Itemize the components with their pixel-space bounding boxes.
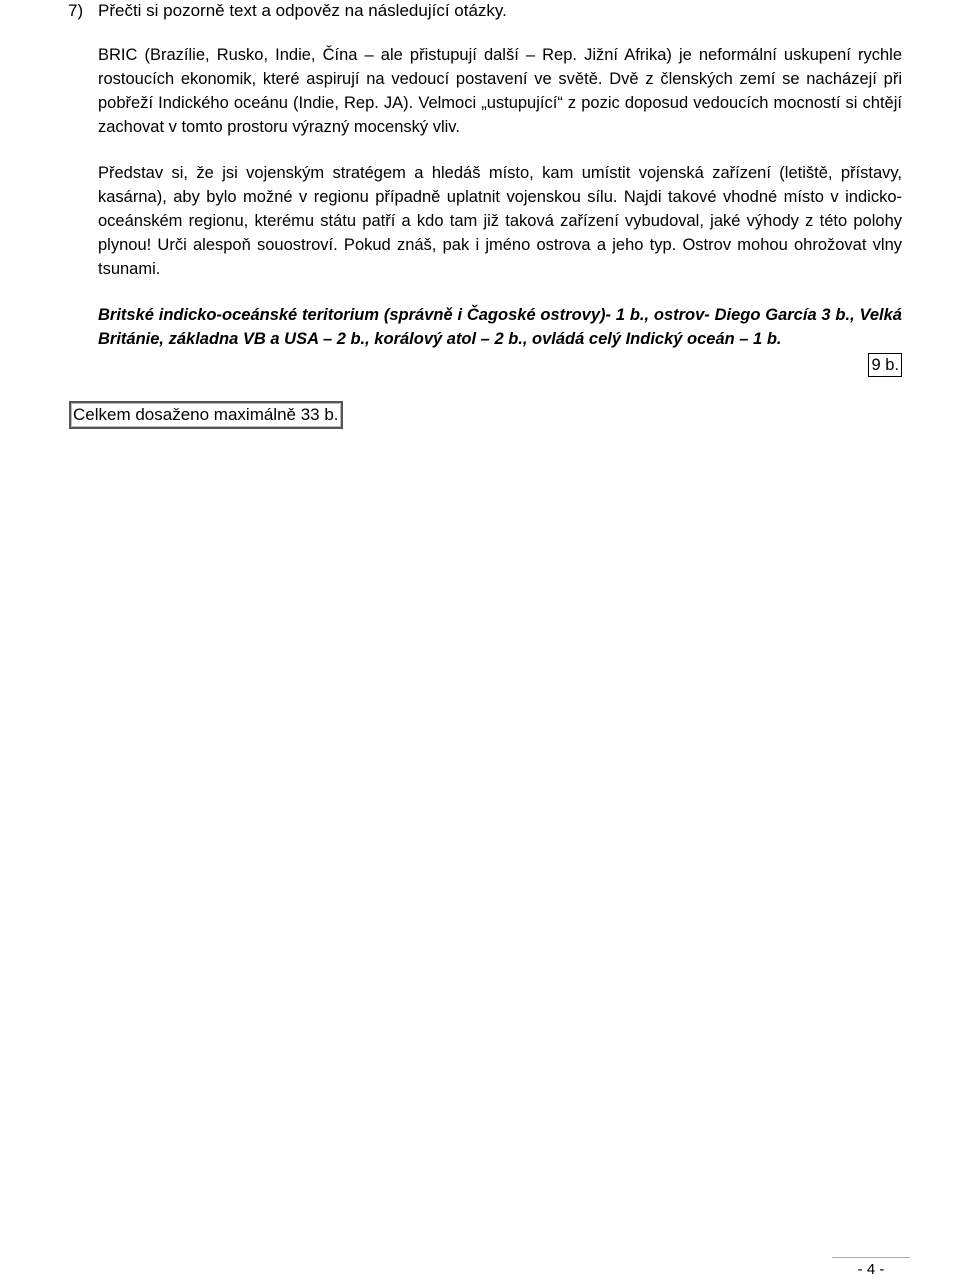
question-number: 7)	[68, 1, 84, 20]
paragraph-task: Představ si, že jsi vojenským stratégem a hledáš místo, kam umístit vojenská zařízení (letiště, přístavy, kasárna), aby bylo možné v regionu případně uplatnit vojenskou sílu. Najdi takové vhodné místo v indicko-oceánském regionu, kterému státu patří a kdo tam již taková zařízení vybudoval, jaké výhody z této polohy plynou! Urči alespoň souostroví. Pokud znáš, pak i jméno ostrova a jeho typ. Ostrov mohou ohrožovat vlny tsunami.	[98, 164, 902, 278]
page-number: - 4 -	[832, 1257, 910, 1281]
points-box: 9 b.	[868, 353, 902, 377]
total-score-box: Celkem dosaženo maximálně 33 b.	[69, 401, 343, 429]
answer-text: Britské indicko-oceánské teritorium (správně i Čagoské ostrovy)- 1 b., ostrov- Diego García 3 b., Velká Británie, základna VB a USA – 2 b., korálový atol – 2 b., ovládá celý Indický oceán – 1 b.	[98, 306, 902, 348]
question-text: Přečti si pozorně text a odpověz na následující otázky.	[98, 1, 507, 20]
paragraph-bric: BRIC (Brazílie, Rusko, Indie, Čína – ale přistupují další – Rep. Jižní Afrika) je neformální uskupení rychle rostoucích ekonomik, které aspirují na vedoucí postavení ve světě. Dvě z členských zemí se nacházejí při pobřeží Indického oceánu (Indie, Rep. JA). Velmoci „ustupující“ z pozic doposud vedoucích mocností si chtějí zachovat v tomto prostoru výrazný mocenský vliv.	[98, 46, 902, 136]
question-heading	[68, 0, 507, 22]
